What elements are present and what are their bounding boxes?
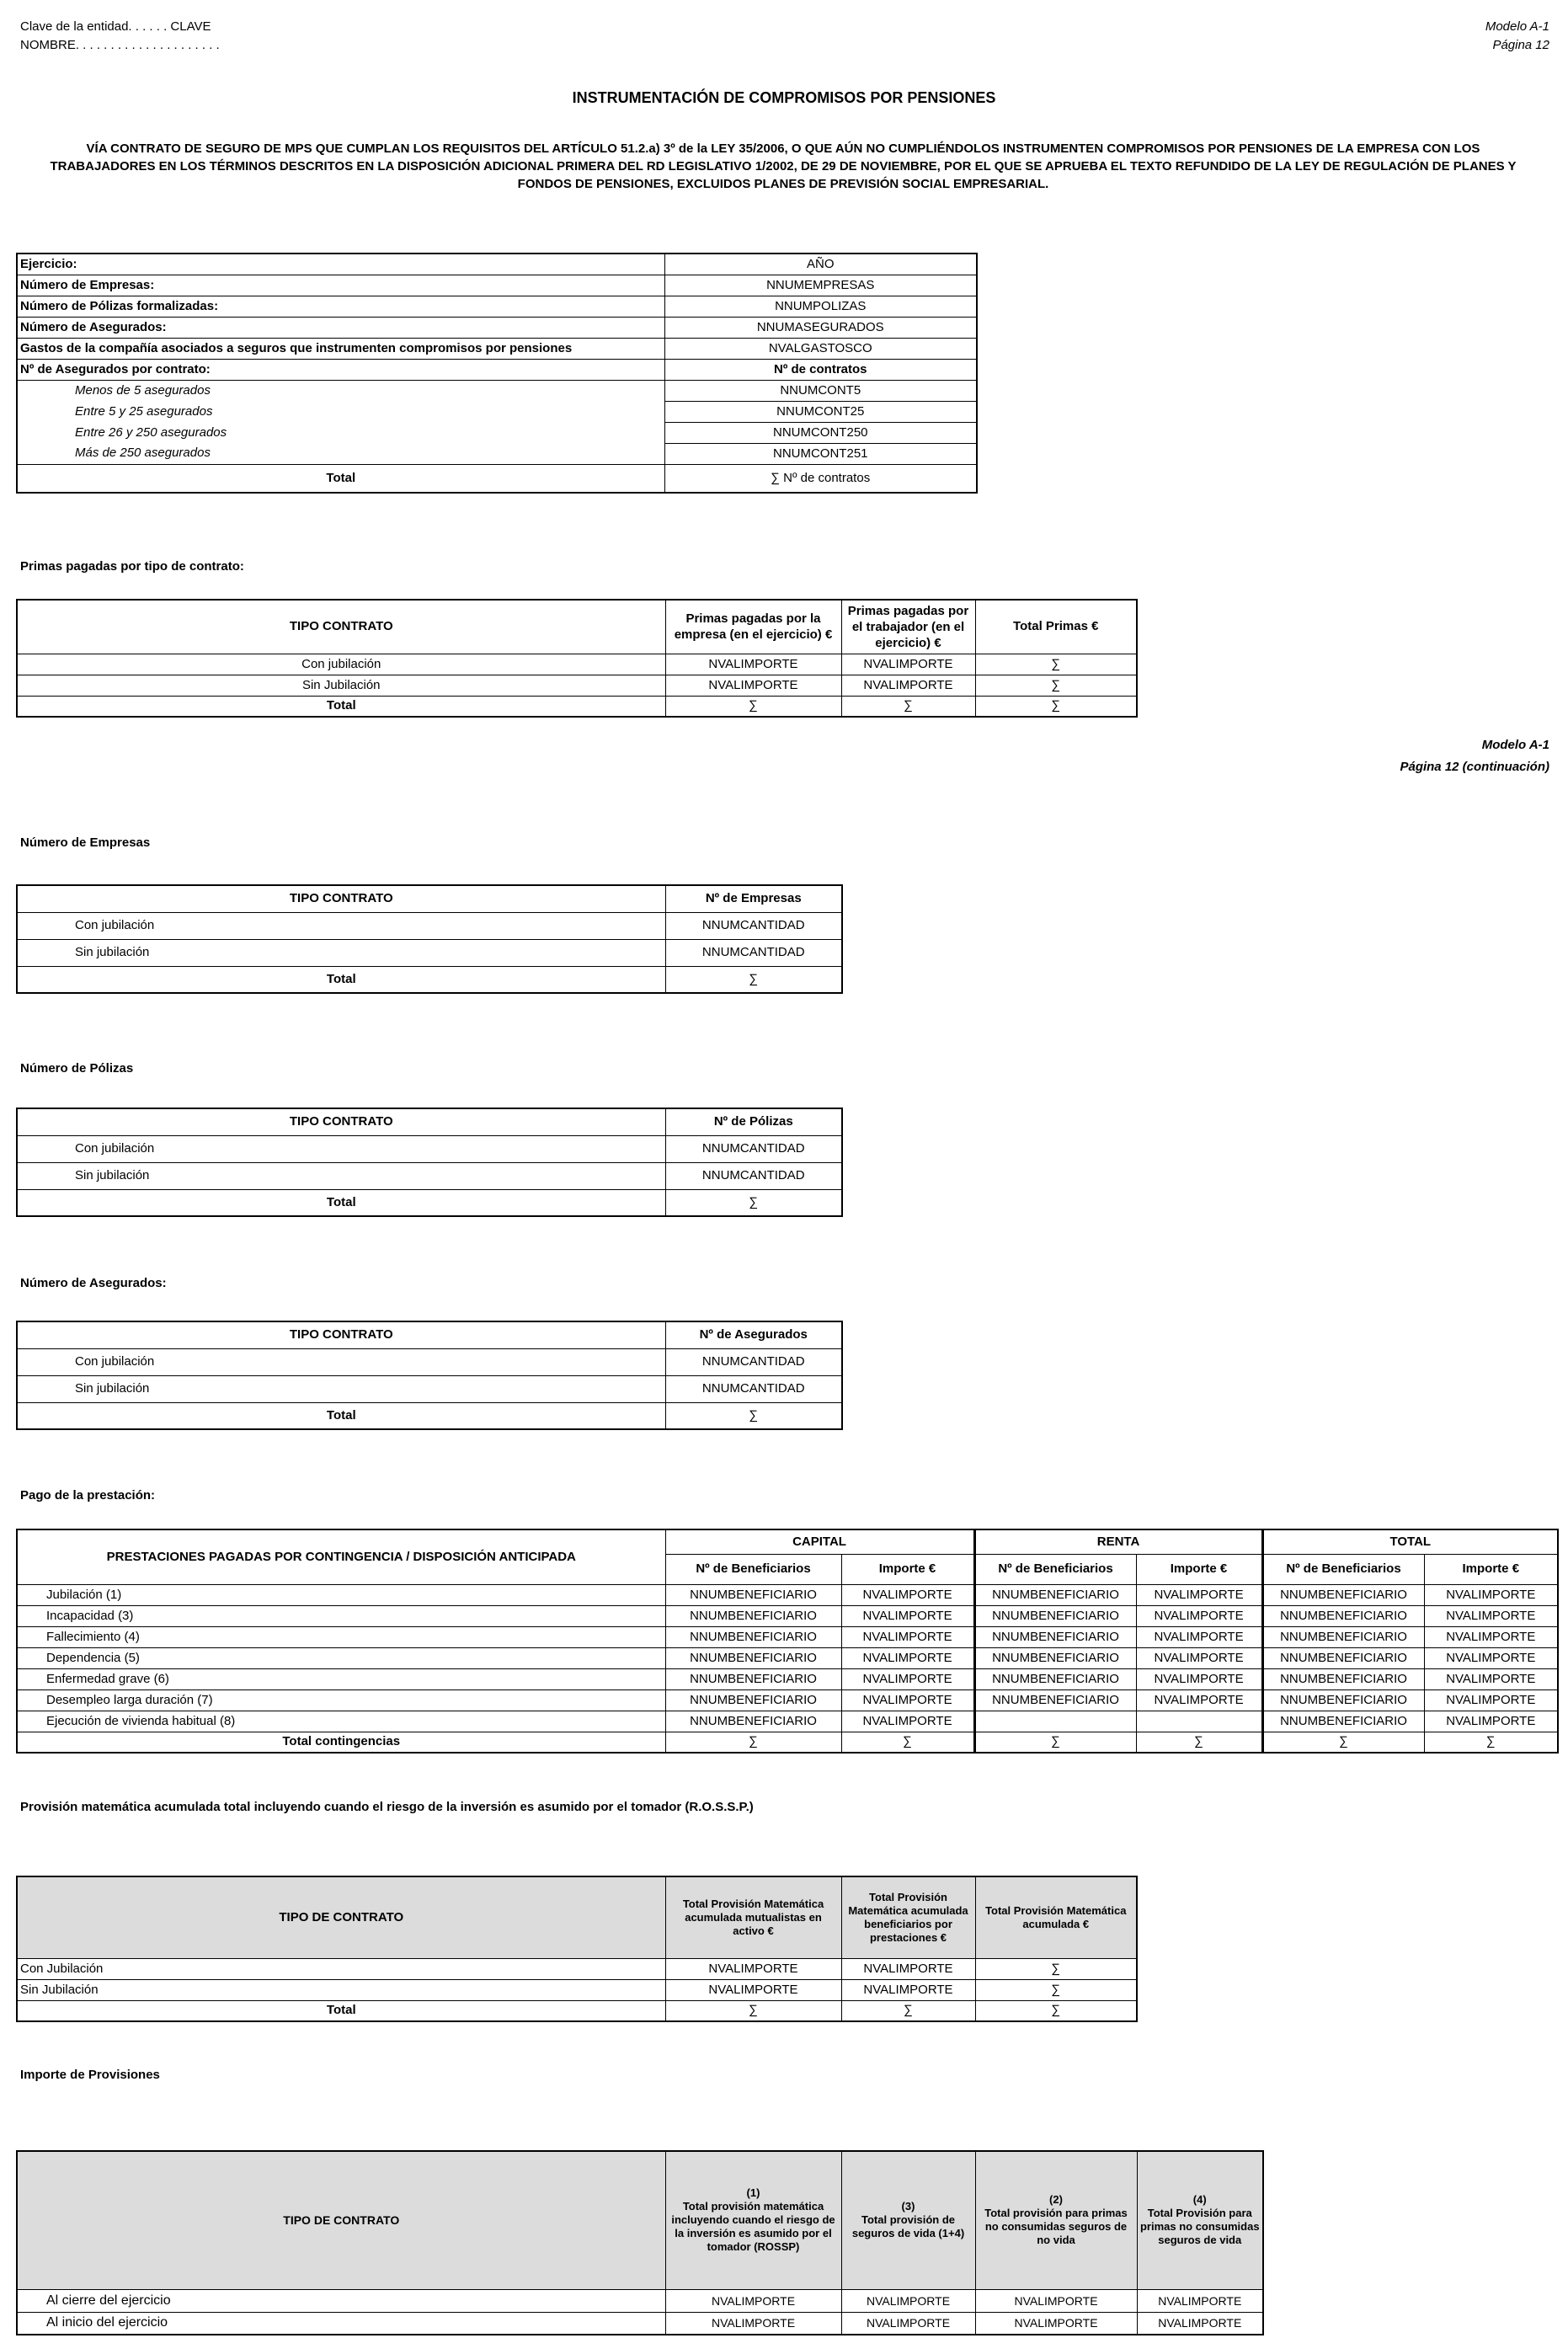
cell: NNUMBENEFICIARIO [974,1689,1136,1711]
cell: NVALIMPORTE [975,2312,1137,2335]
page-subtitle: VÍA CONTRATO DE SEGURO DE MPS QUE CUMPLAN LOS REQUISITOS DEL ARTÍCULO 51.2.a) 3º de la LEY 35/2006, O QUE AÚN NO CUMPLIÉNDOLOS INSTRUMENTEN COMPROMISOS POR PENSIONES DE LA EMPRESA CON LOS TRABAJADORES EN LOS TÉRMINOS DESCRITOS EN LA DISPOSICIÓN ADICIONAL PRIMERA DEL RD LEGISLATIVO 1/2002, DE 29 DE NOVIEMBRE, POR EL QUE SE APRUEBA EL TEXTO REFUNDIDO DE LA LEY DE REGULACIÓN DE PLANES Y FONDOS DE PENSIONES, EXCLUIDOS PLANES DE PREVISIÓN SOCIAL EMPRESARIAL. [50,141,1517,191]
cell: Ejecución de vivienda habitual (8) [17,1711,665,1732]
cell: NNUMBENEFICIARIO [974,1584,1136,1605]
cell: NNUMCANTIDAD [665,939,842,966]
col-header: Total Primas € [975,600,1137,654]
col-header: Total Provisión Matemática acumulada mutualistas en activo € [665,1876,841,1958]
summary-value: NNUMCONT25 [664,401,977,422]
group-header-capital: CAPITAL [665,1529,974,1554]
group-header-total: TOTAL [1262,1529,1558,1554]
summary-value: Nº de contratos [664,359,977,380]
table-row [17,912,842,939]
table-header-row [17,1876,1137,1958]
cell: ∑ [975,1979,1137,2000]
table-total-row [17,966,842,993]
cell: NNUMBENEFICIARIO [974,1647,1136,1668]
cell: Desempleo larga duración (7) [17,1689,665,1711]
summary-value: NNUMCONT5 [664,380,977,401]
cell: NVALIMPORTE [841,1711,974,1732]
col-header: Nº de Asegurados [665,1321,842,1348]
col-header: TIPO DE CONTRATO [17,1876,665,1958]
col-header: (2) Total provisión para primas no consumidas seguros de no vida [975,2151,1137,2289]
col-header: TIPO CONTRATO [17,1108,665,1135]
cell: NVALIMPORTE [841,1605,974,1626]
cell: NVALIMPORTE [1136,1626,1262,1647]
cell: NVALIMPORTE [841,1958,975,1979]
summary-row [17,359,977,380]
cell: Enfermedad grave (6) [17,1668,665,1689]
cell: Con jubilación [17,912,665,939]
cell: NVALIMPORTE [841,654,975,675]
cell: Sin jubilación [17,1162,665,1189]
summary-table [16,253,978,494]
cell: NVALIMPORTE [1136,1584,1262,1605]
page-title: INSTRUMENTACIÓN DE COMPROMISOS POR PENSIONES [572,89,996,106]
table-row [17,1584,1558,1605]
table-row [17,675,1137,696]
summary-row [17,296,977,317]
cell: NNUMBENEFICIARIO [665,1584,841,1605]
cell: NNUMCANTIDAD [665,1162,842,1189]
cell: Con jubilación [17,1348,665,1375]
cell: ∑ [975,2000,1137,2021]
cell: ∑ [975,675,1137,696]
summary-row [17,443,977,464]
table-total-row [17,1402,842,1429]
col-header: Nº de Beneficiarios [974,1554,1136,1584]
col-header: Total Provisión Matemática acumulada € [975,1876,1137,1958]
cell: ∑ [665,696,841,717]
cell: NVALIMPORTE [1137,2289,1263,2312]
prestacion-table [16,1529,1559,1754]
cell: Sin Jubilación [17,675,665,696]
table-row [17,1647,1558,1668]
cell: NNUMCANTIDAD [665,1135,842,1162]
table-row [17,939,842,966]
col-header: (3) Total provisión de seguros de vida (1+4) [841,2151,975,2289]
cell: Con Jubilación [17,1958,665,1979]
cell: NNUMBENEFICIARIO [665,1605,841,1626]
summary-row [17,338,977,359]
entity-name-line: NOMBRE. . . . . . . . . . . . . . . . . . . . . [20,38,220,52]
cell: NVALIMPORTE [1424,1689,1558,1711]
summary-value: ∑ Nº de contratos [664,464,977,493]
importe-section-title: Importe de Provisiones [20,2068,160,2082]
summary-row [17,401,977,422]
col-header: Importe € [1424,1554,1558,1584]
cell: NNUMCANTIDAD [665,1348,842,1375]
table-header-row [17,2151,1263,2289]
summary-label: Número de Empresas: [17,275,664,296]
col-header: Importe € [1136,1554,1262,1584]
col-header: Nº de Beneficiarios [665,1554,841,1584]
model-label: Modelo A-1 [1485,19,1549,34]
cell: ∑ [974,1732,1136,1753]
table-header-row [17,1529,1558,1554]
cell [1136,1711,1262,1732]
table-row [17,1689,1558,1711]
table-row [17,654,1137,675]
cell: NVALIMPORTE [665,2289,841,2312]
cell: NVALIMPORTE [1136,1647,1262,1668]
cell: ∑ [665,1402,842,1429]
summary-row [17,254,977,275]
cell: ∑ [841,2000,975,2021]
cell: NVALIMPORTE [1137,2312,1263,2335]
col-header: Nº de Beneficiarios [1262,1554,1424,1584]
table-row [17,1711,1558,1732]
cell: NVALIMPORTE [1136,1605,1262,1626]
summary-label: Número de Pólizas formalizadas: [17,296,664,317]
cell: Total contingencias [17,1732,665,1753]
cell: NNUMBENEFICIARIO [1262,1584,1424,1605]
summary-row [17,275,977,296]
summary-label: Más de 250 asegurados [17,443,664,464]
summary-label: Nº de Asegurados por contrato: [17,359,664,380]
polizas-section-title: Número de Pólizas [20,1061,134,1076]
primas-header-row [17,600,1137,654]
cell: NNUMBENEFICIARIO [665,1711,841,1732]
cell: ∑ [975,654,1137,675]
cell: ∑ [1262,1732,1424,1753]
cell: NVALIMPORTE [665,2312,841,2335]
cell: Fallecimiento (4) [17,1626,665,1647]
table-row [17,1348,842,1375]
table-row [17,1668,1558,1689]
cell: NVALIMPORTE [841,1668,974,1689]
provision-table [16,1876,1138,2022]
table-row [17,2312,1263,2335]
cell: ∑ [1424,1732,1558,1753]
cell: ∑ [841,1732,974,1753]
empresas-table [16,884,843,994]
summary-value: NNUMCONT250 [664,422,977,443]
summary-value: NNUMASEGURADOS [664,317,977,338]
cell: ∑ [975,696,1137,717]
cell: Al cierre del ejercicio [17,2289,665,2312]
cell: NNUMBENEFICIARIO [974,1626,1136,1647]
cell: Incapacidad (3) [17,1605,665,1626]
col-header: Total Provisión Matemática acumulada beneficiarios por prestaciones € [841,1876,975,1958]
cell: NVALIMPORTE [841,2289,975,2312]
cell [974,1711,1136,1732]
summary-value: AÑO [664,254,977,275]
summary-label: Ejercicio: [17,254,664,275]
table-total-row [17,696,1137,717]
table-total-row [17,2000,1137,2021]
importe-table [16,2150,1264,2335]
cell: NVALIMPORTE [1424,1647,1558,1668]
cell: NVALIMPORTE [1424,1668,1558,1689]
cell: Sin Jubilación [17,1979,665,2000]
table-header-row [17,885,842,912]
col-header: Nº de Empresas [665,885,842,912]
col-header: Primas pagadas por la empresa (en el ejercicio) € [665,600,841,654]
empresas-section-title: Número de Empresas [20,835,151,850]
cell: Con jubilación [17,1135,665,1162]
cell: Con jubilación [17,654,665,675]
cell: ∑ [841,696,975,717]
table-row [17,1958,1137,1979]
col-header: TIPO CONTRATO [17,885,665,912]
col-header: Nº de Pólizas [665,1108,842,1135]
cell: NVALIMPORTE [841,1647,974,1668]
cell: NNUMBENEFICIARIO [1262,1626,1424,1647]
cell: ∑ [665,1189,842,1216]
table-row [17,1375,842,1402]
table-row [17,1626,1558,1647]
cell: NVALIMPORTE [841,1979,975,2000]
cell: NNUMBENEFICIARIO [974,1668,1136,1689]
summary-label: Menos de 5 asegurados [17,380,664,401]
summary-label: Entre 5 y 25 asegurados [17,401,664,422]
cell: NVALIMPORTE [1424,1711,1558,1732]
table-header-row [17,1321,842,1348]
provision-section-title: Provisión matemática acumulada total incluyendo cuando el riesgo de la inversión es asumido por el tomador (R.O.S.S.P.) [20,1800,754,1814]
col-header: (4) Total Provisión para primas no consumidas seguros de vida [1137,2151,1263,2289]
cell: NVALIMPORTE [975,2289,1137,2312]
cell: NVALIMPORTE [665,675,841,696]
cell: NNUMBENEFICIARIO [665,1626,841,1647]
cell: Total [17,696,665,717]
table-row [17,1162,842,1189]
summary-label: Total [17,464,664,493]
cell: NVALIMPORTE [665,654,841,675]
cell: Total [17,2000,665,2021]
summary-label: Gastos de la compañía asociados a seguros que instrumenten compromisos por pensiones [17,338,664,359]
cell: NVALIMPORTE [1136,1689,1262,1711]
cell: NVALIMPORTE [841,1689,974,1711]
table-row [17,1979,1137,2000]
prestacion-section-title: Pago de la prestación: [20,1488,156,1503]
cell: ∑ [975,1958,1137,1979]
cell: NNUMBENEFICIARIO [1262,1711,1424,1732]
cell: NNUMBENEFICIARIO [665,1689,841,1711]
cell: NNUMCANTIDAD [665,912,842,939]
cell: Sin jubilación [17,1375,665,1402]
cell: ∑ [665,2000,841,2021]
summary-row [17,422,977,443]
cell: NNUMBENEFICIARIO [665,1647,841,1668]
cell: NNUMBENEFICIARIO [665,1668,841,1689]
cell: NNUMBENEFICIARIO [1262,1689,1424,1711]
cell: Total [17,1189,665,1216]
primas-section-title: Primas pagadas por tipo de contrato: [20,559,244,574]
cell: NVALIMPORTE [841,2312,975,2335]
asegurados-section-title: Número de Asegurados: [20,1276,167,1290]
page-label: Página 12 [1492,38,1549,52]
cell: ∑ [1136,1732,1262,1753]
cell: NVALIMPORTE [1424,1605,1558,1626]
cell: NVALIMPORTE [1136,1668,1262,1689]
col-header: PRESTACIONES PAGADAS POR CONTINGENCIA / DISPOSICIÓN ANTICIPADA [17,1529,665,1584]
cell: NVALIMPORTE [665,1958,841,1979]
summary-value: NNUMEMPRESAS [664,275,977,296]
table-header-row [17,1108,842,1135]
col-header: TIPO DE CONTRATO [17,2151,665,2289]
table-total-row [17,1189,842,1216]
cell: ∑ [665,1732,841,1753]
cell: NVALIMPORTE [1424,1584,1558,1605]
summary-value: NNUMPOLIZAS [664,296,977,317]
entity-key-line: Clave de la entidad. . . . . . CLAVE [20,19,211,34]
summary-value: NNUMCONT251 [664,443,977,464]
cell: NVALIMPORTE [841,1626,974,1647]
table-total-row [17,1732,1558,1753]
table-row [17,1605,1558,1626]
continuation-page-label: Página 12 (continuación) [1400,760,1549,774]
cell: NNUMBENEFICIARIO [1262,1605,1424,1626]
table-row [17,1135,842,1162]
asegurados-table [16,1321,843,1430]
cell: NNUMBENEFICIARIO [1262,1668,1424,1689]
cell: Al inicio del ejercicio [17,2312,665,2335]
cell: Sin jubilación [17,939,665,966]
col-header: Primas pagadas por el trabajador (en el ejercicio) € [841,600,975,654]
polizas-table [16,1108,843,1217]
cell: ∑ [665,966,842,993]
col-header: TIPO CONTRATO [17,1321,665,1348]
summary-value: NVALGASTOSCO [664,338,977,359]
cell: NNUMBENEFICIARIO [974,1605,1136,1626]
col-header: TIPO CONTRATO [17,600,665,654]
cell: NVALIMPORTE [1424,1626,1558,1647]
cell: Total [17,966,665,993]
col-header: (1) Total provisión matemática incluyendo cuando el riesgo de la inversión es asumido por el tomador (ROSSP) [665,2151,841,2289]
cell: NVALIMPORTE [841,675,975,696]
group-header-renta: RENTA [974,1529,1262,1554]
summary-row [17,380,977,401]
continuation-model-label: Modelo A-1 [1481,738,1549,752]
summary-label: Número de Asegurados: [17,317,664,338]
table-row [17,2289,1263,2312]
summary-row [17,317,977,338]
summary-total-row [17,464,977,493]
primas-table [16,599,1138,718]
cell: Jubilación (1) [17,1584,665,1605]
cell: Dependencia (5) [17,1647,665,1668]
summary-label: Entre 26 y 250 asegurados [17,422,664,443]
cell: NVALIMPORTE [841,1584,974,1605]
cell: Total [17,1402,665,1429]
cell: NNUMBENEFICIARIO [1262,1647,1424,1668]
cell: NNUMCANTIDAD [665,1375,842,1402]
col-header: Importe € [841,1554,974,1584]
cell: NVALIMPORTE [665,1979,841,2000]
